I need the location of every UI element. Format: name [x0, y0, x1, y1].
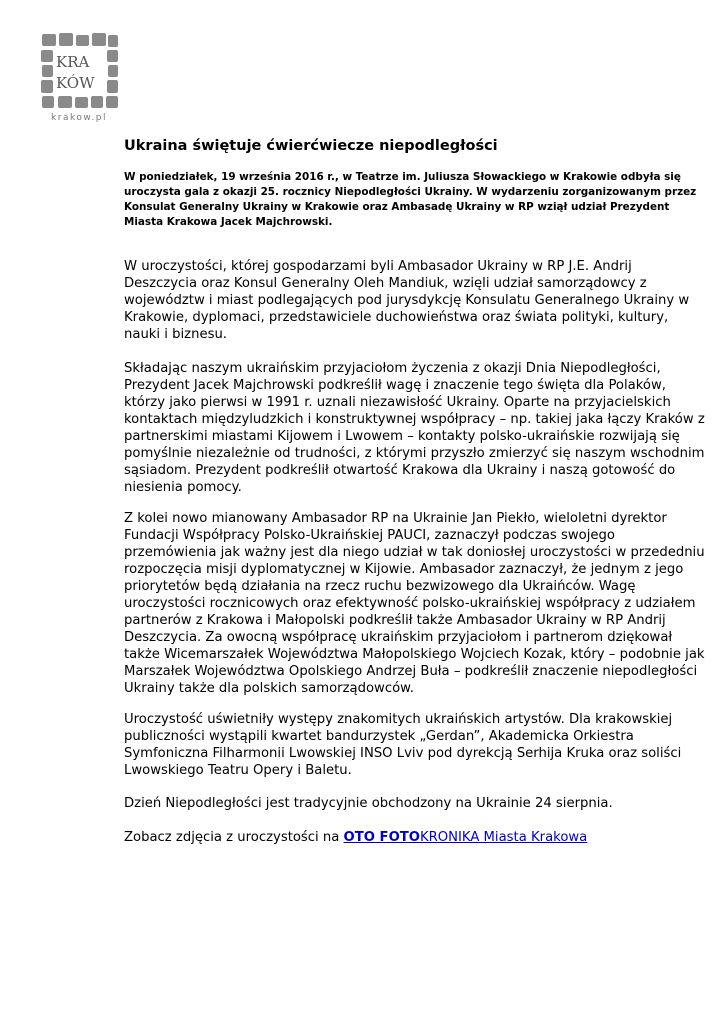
article-paragraph-5: Dzień Niepodległości jest tradycyjnie obchodzony na Ukrainie 24 sierpnia. [124, 796, 613, 811]
logo-line2: KÓW [56, 74, 95, 92]
krakow-logo-icon [38, 30, 120, 124]
photo-line [124, 829, 706, 846]
fotokronika-link-rest: KRONIKA Miasta Krakowa [419, 830, 588, 845]
fotokronika-link[interactable] [344, 830, 588, 845]
article-title: Ukraina świętuje ćwierćwiecze niepodległości [124, 138, 498, 154]
logo-site: krakow.pl [51, 113, 107, 123]
logo-line1: KRA [56, 53, 90, 71]
article-paragraph-2: Składając naszym ukraińskim przyjaciołom życzenia z okazji Dnia Niepodległości, Prezydent Jacek Majchrowski podkreślił wagę i znaczenie tego święta dla Polaków, którzy jako pierwsi w 1991 r. uznali niezawisłość Ukrainy. Oparte na przyjacielskich kontaktach międzyludzkich i konstruktywnej współpracy – np. takiej jaka łączy Kraków z partnerskimi miastami Kijowem i Lwowem – kontakty polsko-ukraińskie rozwijają się pomyślnie niezależnie od trudności, z którymi przyszło zmierzyć się naszym wschodnim sąsiadom. Prezydent podkreślił otwartość Krakowa dla Ukrainy i naszą gotowość do niesienia pomocy. [124, 361, 705, 495]
article-paragraph-1: W uroczystości, której gospodarzami byli Ambasador Ukrainy w RP J.E. Andrij Deszczycia oraz Konsul Generalny Oleh Mandiuk, wzięli udział samorządowcy z województw i miast podlegających pod jurysdykcję Konsulatu Generalnego Ukrainy w Krakowie, dyplomaci, przedstawiciele duchowieństwa oraz świata polityki, kultury, nauki i biznesu. [124, 259, 690, 342]
article-paragraph-3: Z kolei nowo mianowany Ambasador RP na Ukrainie Jan Piekło, wieloletni dyrektor Fundacji Współpracy Polsko-Ukraińskiej PAUCI, zaznaczył podczas swojego przemówienia jak ważny jest dla niego udział w tak doniosłej uroczystości w przededniu rozpoczęcia misji dyplomatycznej w Kijowie. Ambasador zaznaczył, że jednym z jego priorytetów będą działania na rzecz ruchu bezwizowego dla Ukraińców. Wagę uroczystości rocznicowych oraz efektywność polsko-ukraińskiej współpracy z udziałem partnerów z Krakowa i Małopolski podkreślił także Ambasador Ukrainy w RP Andrij Deszczycia. Za owocną współpracę ukraińskim przyjaciołom i partnerom dziękował także Wicemarszałek Województwa Małopolskiego Wojciech Kozak, który – podobnie jak Marszałek Województwa Opolskiego Andrzej Buła – podkreślił znaczenie niepodległości Ukrainy także dla polskich samorządowców. [124, 511, 705, 696]
krakow-logo[interactable] [38, 30, 120, 124]
article-paragraph-4: Uroczystość uświetniły występy znakomitych ukraińskich artystów. Dla krakowskiej publiczności wystąpili kwartet bandurzystek „Gerdan”, Akademicka Orkiestra Symfoniczna Filharmonii Lwowskiej INSO Lviv pod dyrekcją Serhija Kruka oraz soliści Lwowskiego Teatru Opery i Baletu. [124, 712, 682, 778]
photo-line-prefix: Zobacz zdjęcia z uroczystości na [124, 830, 344, 845]
article-lead: W poniedziałek, 19 września 2016 r., w Teatrze im. Juliusza Słowackiego w Krakowie odbyła się uroczysta gala z okazji 25. rocznicy Niepodległości Ukrainy. W wydarzeniu zorganizowanym przez Konsulat Generalny Ukrainy w Krakowie oraz Ambasadę Ukrainy w RP wziął udział Prezydent Miasta Krakowa Jacek Majchrowski. [124, 171, 697, 228]
fotokronika-link-bold: OTO FOTO [343, 830, 420, 845]
